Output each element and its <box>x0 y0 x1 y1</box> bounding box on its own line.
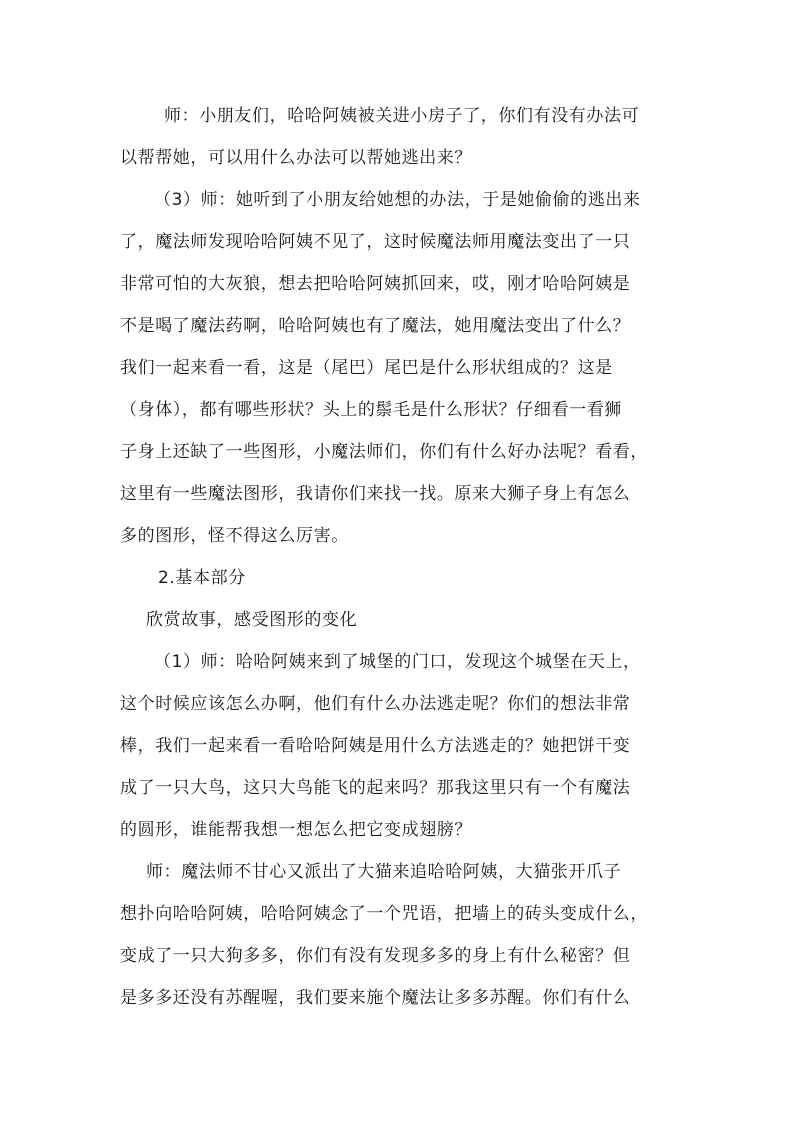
paragraph-line: 以帮帮她，可以用什么办法可以帮她逃出来？ <box>120 148 472 168</box>
paragraph-line: 变成了一只大狗多多，你们有没有发现多多的身上有什么秘密？但 <box>120 946 631 966</box>
paragraph-line: 师：小朋友们，哈哈阿姨被关进小房子了，你们有没有办法可 <box>164 106 640 126</box>
paragraph-line: 棒，我们一起来看一看哈哈阿姨是用什么方法逃走的？她把饼干变 <box>120 736 631 756</box>
paragraph-line: （身体），都有哪些形状？头上的鬃毛是什么形状？仔细看一看狮 <box>120 400 622 420</box>
paragraph-line: 了，魔法师发现哈哈阿姨不见了，这时候魔法师用魔法变出了一只 <box>120 232 631 252</box>
paragraph-line: 子身上还缺了一些图形，小魔法师们，你们有什么好办法呢？看看， <box>120 442 648 462</box>
paragraph-line: 的圆形，谁能帮我想一想怎么把它变成翅膀？ <box>120 820 472 840</box>
paragraph-line: （1）师：哈哈阿姨来到了城堡的门口，发现这个城堡在天上， <box>154 652 641 672</box>
paragraph-line: 成了一只大鸟，这只大鸟能飞的起来吗？那我这里只有一个有魔法 <box>120 778 631 798</box>
paragraph-line: 这个时候应该怎么办啊，他们有什么办法逃走呢？你们的想法非常 <box>120 694 631 714</box>
paragraph-line: （3）师：她听到了小朋友给她想的办法，于是她偷偷的逃出来 <box>154 190 641 210</box>
paragraph-line: 想扑向哈哈阿姨，哈哈阿姨念了一个咒语，把墙上的砖头变成什么， <box>120 904 648 924</box>
paragraph-line: 非常可怕的大灰狼，想去把哈哈阿姨抓回来，哎，刚才哈哈阿姨是 <box>120 274 631 294</box>
subheading-line: 欣赏故事，感受图形的变化 <box>146 610 358 630</box>
paragraph-line: 师：魔法师不甘心又派出了大猫来追哈哈阿姨，大猫张开爪子 <box>146 862 622 882</box>
paragraph-line: 不是喝了魔法药啊，哈哈阿姨也有了魔法，她用魔法变出了什么？ <box>120 316 631 336</box>
paragraph-line: 这里有一些魔法图形，我请你们来找一找。原来大狮子身上有怎么 <box>120 484 631 504</box>
paragraph-line: 是多多还没有苏醒喔，我们要来施个魔法让多多苏醒。你们有什么 <box>120 988 631 1008</box>
paragraph-line: 多的图形，怪不得这么厉害。 <box>120 526 349 546</box>
paragraph-line: 我们一起来看一看，这是（尾巴）尾巴是什么形状组成的？这是 <box>120 358 613 378</box>
section-heading: 2.基本部分 <box>158 568 246 588</box>
